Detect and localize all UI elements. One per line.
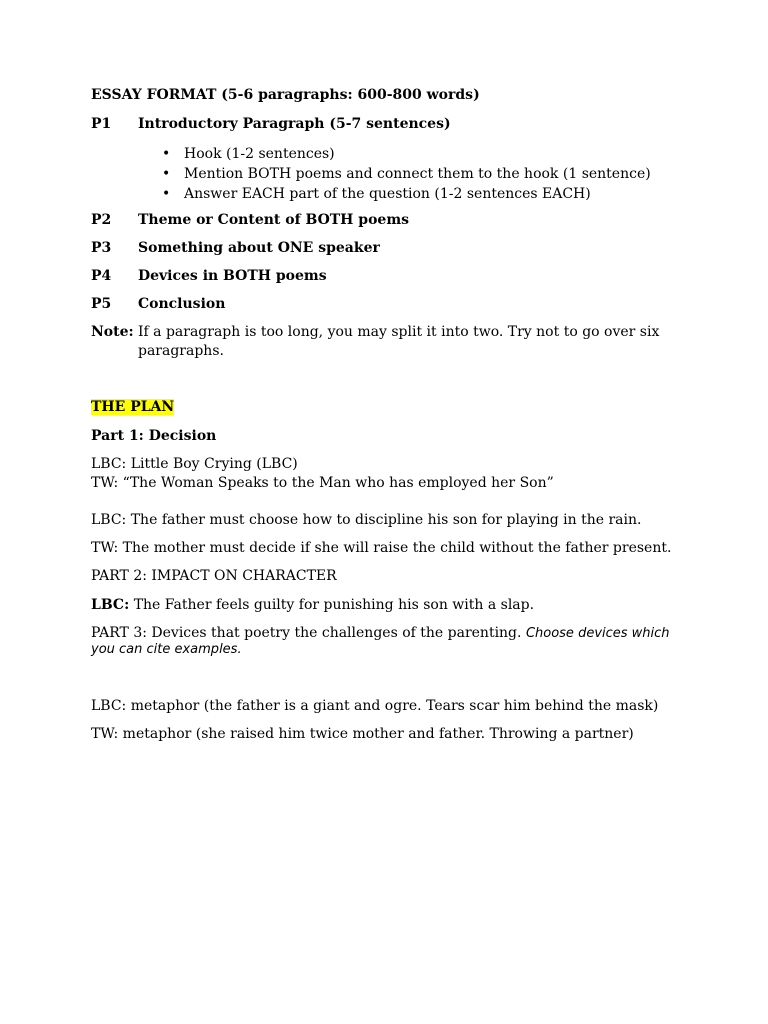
p2-text: Theme or Content of BOTH poems bbox=[138, 212, 410, 228]
part3-heading bbox=[91, 625, 670, 641]
plan-heading: THE PLAN bbox=[91, 399, 175, 415]
lbc-device: LBC: metaphor (the father is a giant and ogre. Tears scar him behind the mask) bbox=[91, 698, 659, 714]
part3-italic-1: Choose devices which bbox=[525, 626, 670, 641]
bullet-item bbox=[160, 184, 651, 204]
bullet-text: Hook (1-2 sentences) bbox=[184, 146, 335, 162]
note-text-line1: If a paragraph is too long, you may split it into two. Try not to go over six bbox=[138, 324, 660, 340]
essay-format-heading: ESSAY FORMAT (5-6 paragraphs: 600-800 words) bbox=[91, 87, 480, 103]
lbc-decision: LBC: The father must choose how to discipline his son for playing in the rain. bbox=[91, 512, 642, 528]
bullet-item bbox=[160, 164, 651, 184]
p5-label: P5 bbox=[91, 296, 112, 312]
bullet-icon: • bbox=[162, 166, 171, 182]
p5-text: Conclusion bbox=[138, 296, 226, 312]
p3-text: Something about ONE speaker bbox=[138, 240, 380, 256]
tw-decision: TW: The mother must decide if she will raise the child without the father present. bbox=[91, 540, 672, 556]
bullet-text: Answer EACH part of the question (1-2 sentences EACH) bbox=[184, 186, 591, 202]
p2-label: P2 bbox=[91, 212, 112, 228]
part2-heading: PART 2: IMPACT ON CHARACTER bbox=[91, 568, 337, 584]
p4-text: Devices in BOTH poems bbox=[138, 268, 327, 284]
bullet-icon: • bbox=[162, 146, 171, 162]
part3-text: PART 3: Devices that poetry the challenges of the parenting. bbox=[91, 625, 522, 641]
p1-label: P1 bbox=[91, 116, 112, 132]
p4-label: P4 bbox=[91, 268, 112, 284]
note-label: Note: bbox=[91, 324, 134, 340]
lbc-impact bbox=[91, 597, 534, 613]
bullet-icon: • bbox=[162, 186, 171, 202]
bullet-text: Mention BOTH poems and connect them to the hook (1 sentence) bbox=[184, 166, 651, 182]
part1-heading: Part 1: Decision bbox=[91, 428, 217, 444]
tw-device: TW: metaphor (she raised him twice mother and father. Throwing a partner) bbox=[91, 726, 634, 742]
p1-text: Introductory Paragraph (5-7 sentences) bbox=[138, 116, 451, 132]
lbc-impact-text: The Father feels guilty for punishing his son with a slap. bbox=[133, 597, 535, 613]
bullet-item bbox=[160, 144, 651, 164]
note-text-line2: paragraphs. bbox=[138, 343, 224, 359]
lbc-title: LBC: Little Boy Crying (LBC) bbox=[91, 456, 298, 472]
part3-italic-2: you can cite examples. bbox=[91, 642, 242, 657]
p1-bullet-list bbox=[160, 144, 651, 204]
tw-title: TW: “The Woman Speaks to the Man who has employed her Son” bbox=[91, 475, 554, 491]
lbc-impact-label: LBC: bbox=[91, 597, 130, 613]
p3-label: P3 bbox=[91, 240, 112, 256]
